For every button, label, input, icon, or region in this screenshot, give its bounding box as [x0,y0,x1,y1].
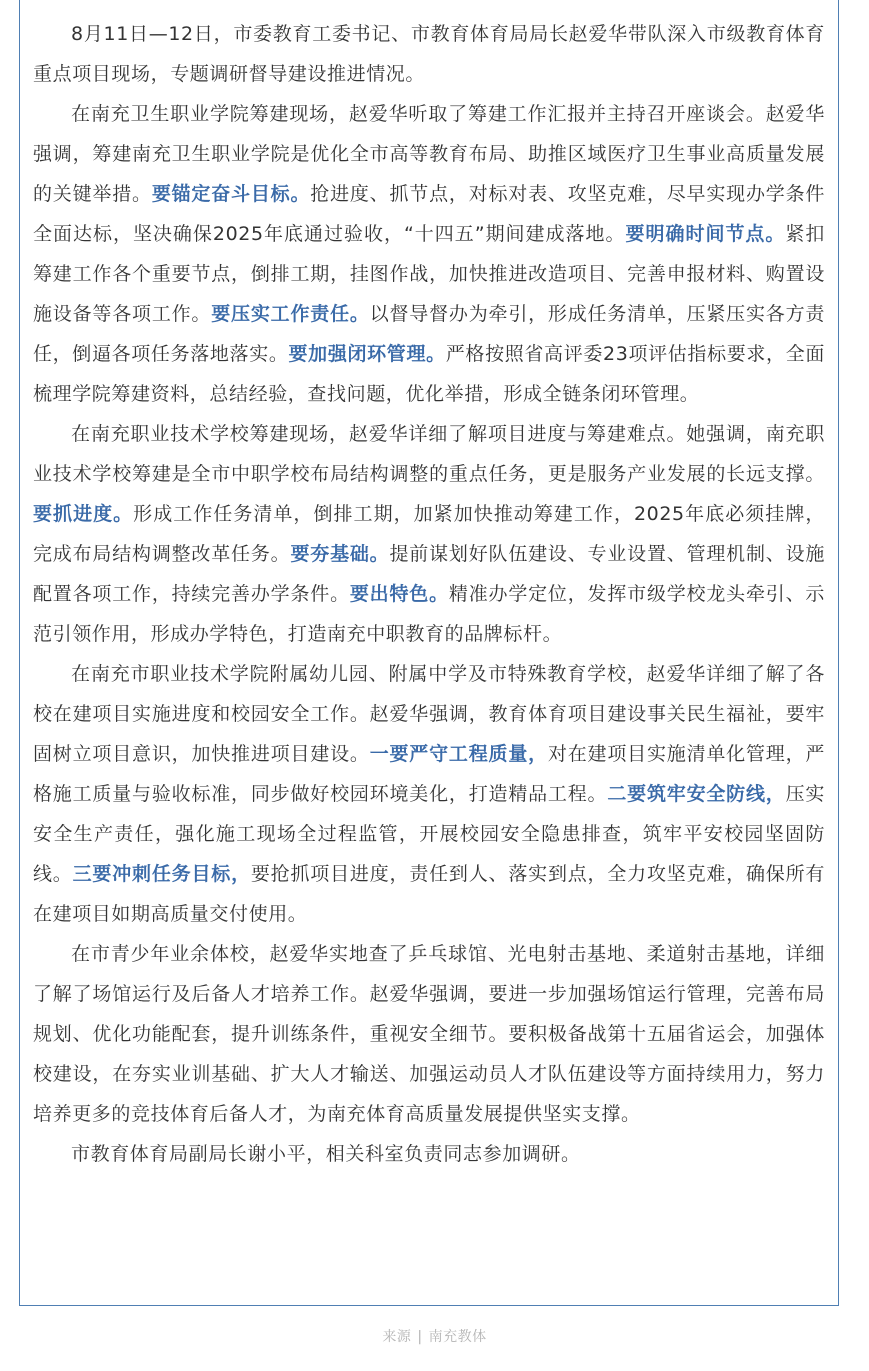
paragraph-attendees [33,1134,825,1174]
body-text: 市教育体育局副局长谢小平，相关科室负责同志参加调研。 [71,1143,581,1165]
body-text: 在南充市职业技术学院附属幼儿园、附属中学及市特殊教育学校，赵爱华详细了解了各校在建项目实施进度和校园安全工作。赵爱华强调，教育体育项目建设事关民生福祉，要牢固树立项目意识，加快推进项目建设。 [33,663,825,765]
paragraph-vocational-school [33,414,825,654]
body-text: 在市青少年业余体校，赵爱华实地查了乒乓球馆、光电射击基地、柔道射击基地，详细了解了场馆运行及后备人才培养工作。赵爱华强调，要进一步加强场馆运行管理，完善布局规划、优化功能配套，提升训练条件，重视安全细节。要积极备战第十五届省运会，加强体校建设，在夯实业训基础、扩大人才输送、加强运动员人才队伍建设等方面持续用力，努力培养更多的竞技体育后备人才，为南充体育高质量发展提供坚实支撑。 [33,943,825,1125]
body-text: 精准办学定位，发挥市级学校龙头牵引、示范引领作用，形成办学特色，打造南充中职教育的品牌标杆。 [33,583,825,645]
paragraph-health-college [33,94,825,414]
emphasis-text: 一要严守工程质量， [369,743,548,765]
paragraph-sports-school [33,934,825,1134]
emphasis-text: 要压实工作责任。 [211,303,370,325]
body-text: 要抢抓项目进度，责任到人、落实到点，全力攻坚克难，确保所有在建项目如期高质量交付使用。 [33,863,826,925]
body-text: 对在建项目实施清单化管理，严格施工质量与验收标准，同步做好校园环境美化，打造精品工程。 [33,743,825,805]
source-separator: | [417,1329,423,1345]
body-text: 在南充卫生职业学院筹建现场，赵爱华听取了筹建工作汇报并主持召开座谈会。赵爱华强调，筹建南充卫生职业学院是优化全市高等教育布局、助推区域医疗卫生事业高质量发展的关键举措。 [33,103,825,205]
paragraph-intro [33,14,825,94]
body-text: 压实安全生产责任，强化施工现场全过程监管，开展校园安全隐患排查，筑牢平安校园坚固防线。 [33,783,825,885]
body-text: 抢进度、抓节点，对标对表、攻坚克难，尽早实现办学条件全面达标，坚决确保2025年底通过验收，“十四五”期间建成落地。 [33,183,825,245]
body-text: 紧扣筹建工作各个重要节点，倒排工期，挂图作战，加快推进改造项目、完善申报材料、购置设施设备等各项工作。 [33,223,825,325]
body-text: 在南充职业技术学校筹建现场，赵爱华详细了解项目进度与筹建难点。她强调，南充职业技术学校筹建是全市中职学校布局结构调整的重点任务，更是服务产业发展的长远支撑。 [33,423,825,485]
body-text: 提前谋划好队伍建设、专业设置、管理机制、设施配置各项工作，持续完善办学条件。 [33,543,825,605]
emphasis-text: 要锚定奋斗目标。 [151,183,311,205]
article-body [19,0,839,1306]
body-text: 严格按照省高评委23项评估指标要求，全面梳理学院筹建资料，总结经验，查找问题，优化举措，形成全链条闭环管理。 [33,343,825,405]
paragraph-affiliated-schools [33,654,825,934]
emphasis-text: 要加强闭环管理。 [288,343,446,365]
body-text: 以督导督办为牵引，形成任务清单，压紧压实各方责任，倒逼各项任务落地落实。 [33,303,825,365]
emphasis-text: 要抓进度。 [33,503,134,525]
source-footer [0,1326,869,1346]
source-name: 南充教体 [428,1329,487,1345]
emphasis-text: 要出特色。 [349,583,449,605]
emphasis-text: 要夯基础。 [290,543,390,565]
emphasis-text: 要明确时间节点。 [625,223,786,245]
emphasis-text: 二要筑牢安全防线， [607,783,786,805]
emphasis-text: 三要冲刺任务目标， [72,863,251,885]
body-text: 形成工作任务清单，倒排工期，加紧加快推动筹建工作，2025年底必须挂牌，完成布局结构调整改革任务。 [33,503,825,565]
source-label: 来源 [382,1329,412,1345]
body-text: 8月11日—12日，市委教育工委书记、市教育体育局局长赵爱华带队深入市级教育体育重点项目现场，专题调研督导建设推进情况。 [33,23,825,85]
